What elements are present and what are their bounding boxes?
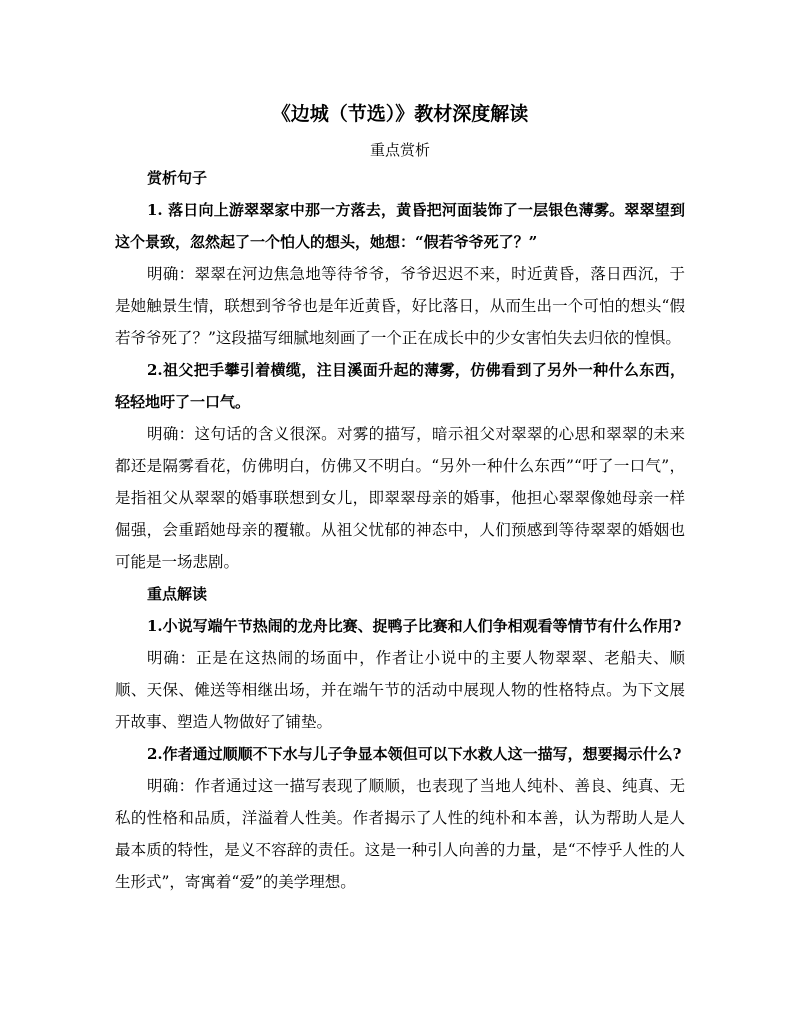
section-heading: 重点解读 [147,585,208,603]
section-heading: 赏析句子 [147,169,208,187]
document-subtitle: 重点赏析 [369,141,430,159]
section-sentence-analysis [115,162,685,578]
section-key-interpretation [115,578,685,898]
question-1-answer: 明确：正是在这热闹的场面中，作者让小说中的主要人物翠翠、老船夫、顺顺、天保、傩送等相继出场，并在端午节的活动中展现人物的性格特点。为下文展开故事、塑造人物做好了铺垫。 [115,649,685,731]
document-content [115,98,685,898]
sentence-2-answer: 明确：这句话的含义很深。对雾的描写，暗示祖父对翠翠的心思和翠翠的未来都还是隔雾看花，仿佛明白，仿佛又不明白。“另外一种什么东西”“吁了一口气”，是指祖父从翠翠的婚事联想到女儿，即翠翠母亲的婚事，他担心翠翠像她母亲一样倔强，会重蹈她母亲的覆辙。从祖父忧郁的神态中，人们预感到等待翠翠的婚姻也可能是一场悲剧。 [115,425,685,571]
question-1: 1.小说写端午节热闹的龙舟比赛、捉鸭子比赛和人们争相观看等情节有什么作用? [147,617,682,635]
sentence-1: 1. 落日向上游翠翠家中那一方落去，黄昏把河面装饰了一层银色薄雾。翠翠望到这个景致，忽然起了一个怕人的想头，她想：“假若爷爷死了？” [115,201,685,251]
question-2-answer: 明确：作者通过这一描写表现了顺顺，也表现了当地人纯朴、善良、纯真、无私的性格和品质，洋溢着人性美。作者揭示了人性的纯朴和本善，认为帮助人是人最本质的特性，是义不容辞的责任。这是一种引人向善的力量，是“不悖乎人性的人生形式”，寄寓着“爱”的美学理想。 [115,777,685,891]
sentence-2: 2.祖父把手攀引着横缆，注目溪面升起的薄雾，仿佛看到了另外一种什么东西，轻轻地吁了一口气。 [115,361,685,411]
question-2: 2.作者通过顺顺不下水与儿子争显本领但可以下水救人这一描写，想要揭示什么? [147,745,682,763]
document-title: 《边城（节选）》教材深度解读 [271,103,529,125]
sentence-1-answer: 明确：翠翠在河边焦急地等待爷爷，爷爷迟迟不来，时近黄昏，落日西沉，于是她触景生情，联想到爷爷也是年近黄昏，好比落日，从而生出一个可怕的想头“假若爷爷死了？”这段描写细腻地刻画了一个正在成长中的少女害怕失去归依的惶惧。 [115,265,685,347]
